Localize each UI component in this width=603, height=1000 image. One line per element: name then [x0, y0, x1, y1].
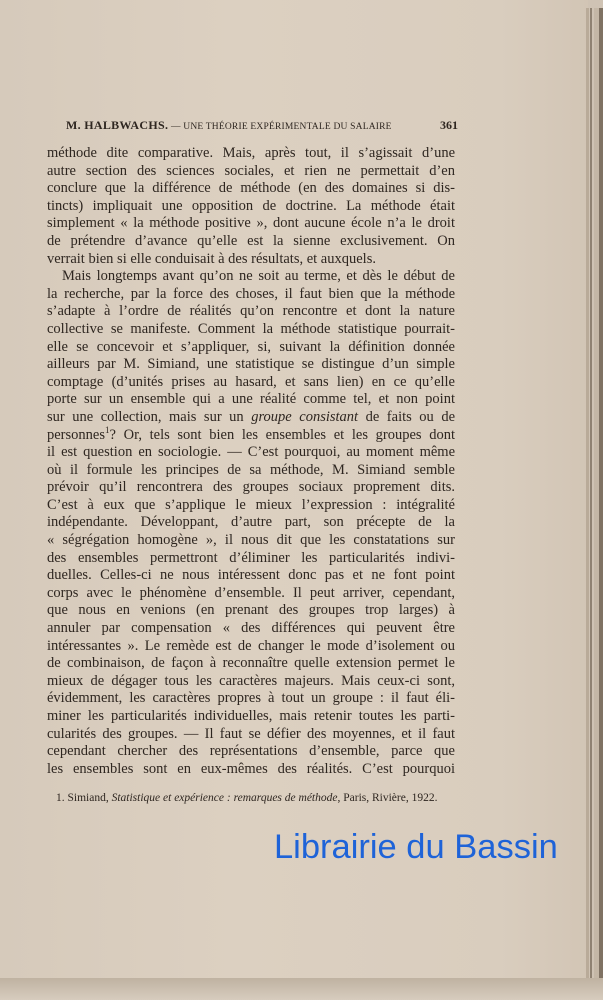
text-segment: ? Or, tels sont bien les ensembles et les groupes dont: [109, 426, 455, 443]
watermark: Librairie du Bassin: [274, 828, 558, 866]
text-line: de combinaison, de façon à reconnaître quelle extension permet le: [47, 655, 455, 672]
text-line: il est question en sociologie. — C’est pourquoi, au moment même: [47, 444, 455, 461]
footnote: [56, 792, 448, 804]
text-line: cularités des groupes. — Il faut se défier des moyennes, et il faut: [47, 725, 455, 742]
text-line: comptage (d’unités prises au hasard, et sans lien) en ce qu’elle: [47, 373, 455, 390]
text-line: des ensembles permettront d’éliminer les particularités indivi-: [47, 549, 455, 566]
page-edge: [590, 8, 592, 983]
text-line: intéressantes ». Le remède est de changer le mode d’isolement ou: [47, 637, 455, 654]
text-line: porte sur un ensemble qui a une réalité comme tel, et non point: [47, 391, 455, 408]
text-line: Mais longtemps avant qu’on ne soit au terme, et dès le début de: [62, 268, 455, 285]
text-line: évidemment, les caractères propres à tout un groupe : il faut éli-: [47, 690, 455, 707]
text-line: [47, 424, 455, 445]
text-line: la recherche, par la force des choses, il faut bien que la méthode: [47, 285, 455, 302]
text-line: indépendante. Développant, d’autre part, son précepte de la: [47, 514, 455, 531]
text-line: méthode dite comparative. Mais, après tout, il s’agissait d’une: [47, 145, 455, 161]
text-line: ailleurs par M. Simiand, une statistique se distingue d’un simple: [47, 356, 455, 373]
running-header: [66, 118, 458, 133]
text-line: s’adapte à l’ordre de réalités qu’on rencontre et dont la nature: [47, 303, 455, 320]
text-line: où il formule les principes de sa méthode, M. Simiand semble: [47, 461, 455, 478]
text-line: conclure que la différence de méthode (en des domaines si dis-: [47, 180, 455, 197]
footnote-text: , Paris, Rivière, 1922.: [337, 792, 438, 804]
footnote-title: Statistique et expérience : remarques de méthode: [111, 792, 338, 804]
text-line: elle se concevoir et s’appliquer, si, suivant la définition donnée: [47, 338, 455, 355]
text-line: « ségrégation homogène », il nous dit que les constatations sur: [47, 532, 455, 549]
text-line: que nous en venions (en prenant des groupes trop larges) à: [47, 602, 455, 619]
body-text: [47, 145, 455, 778]
text-line: cependant chercher des représentations d’ensemble, parce que: [47, 743, 455, 760]
italic-text: groupe consistant: [251, 408, 359, 425]
text-segment: de faits ou de: [358, 408, 455, 425]
text-line: de prétendre d’avance qu’elle est la sienne exclusivement. On: [47, 232, 455, 249]
header-author: M. HALBWACHS.: [66, 118, 169, 132]
text-line: mieux de dégager tous les caractères majeurs. Mais ceux-ci sont,: [47, 672, 455, 689]
text-line: tincts) impliquait une opposition de doctrine. La méthode était: [47, 197, 455, 214]
text-line: corps avec le phénomène d’ensemble. Il peut arriver, cependant,: [47, 584, 455, 601]
page-number: 361: [440, 118, 458, 132]
page-edge: [586, 8, 589, 983]
text-line: simplement « la méthode positive », dont aucune école n’a le droit: [47, 215, 455, 232]
header-title: — UNE THÉORIE EXPÉRIMENTALE DU SALAIRE: [171, 122, 392, 132]
text-line: verrait bien si elle conduisait à des résultats, et auxquels.: [47, 250, 376, 267]
page-edge: [599, 8, 603, 983]
text-line: miner les particularités individuelles, mais retenir toutes les parti-: [47, 708, 455, 724]
text-segment: sur une collection, mais sur un: [47, 408, 252, 425]
page-bottom-shadow: [0, 978, 603, 1000]
text-line: les ensembles sont en eux-mêmes des réalités. C’est pourquoi: [47, 760, 455, 777]
footnote-marker: 1: [105, 424, 110, 435]
text-line: duelles. Celles-ci ne nous intéressent donc pas et ne font point: [47, 567, 455, 584]
text-line: collective se manifeste. Comment la méthode statistique pourrait-: [47, 320, 455, 337]
text-segment: personnes: [47, 426, 105, 443]
text-line: annuler par compensation « des différences qui peuvent être: [47, 620, 455, 637]
footnote-text: 1. Simiand,: [56, 792, 112, 804]
text-line: C’est à eux que s’applique le mieux l’expression : intégralité: [47, 496, 455, 513]
text-line: autre section des sciences sociales, et rien ne permettait d’en: [47, 162, 455, 179]
text-line: prévoir qu’il rencontrera des groupes sociaux proprement dits.: [47, 479, 455, 496]
